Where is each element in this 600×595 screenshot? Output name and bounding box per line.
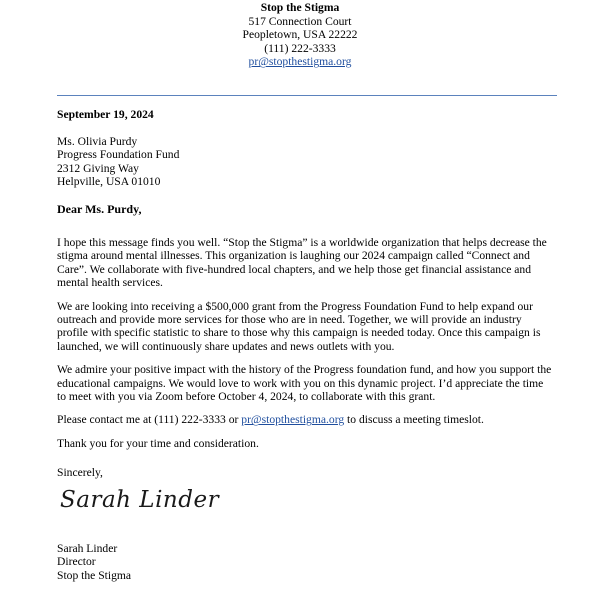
contact-email-link[interactable]: pr@stopthestigma.org: [241, 413, 345, 427]
org-phone: (111) 222-3333: [264, 41, 336, 55]
letter-date: September 19, 2024: [57, 108, 154, 121]
paragraph-thanks: Thank you for your time and consideration.: [57, 436, 259, 450]
letterhead: [0, 0, 600, 69]
paragraph-contact: [57, 413, 552, 426]
signer-organization: Stop the Stigma: [57, 568, 132, 582]
letterhead-divider: [57, 95, 557, 96]
recipient-name: Ms. Olivia Purdy: [57, 135, 138, 148]
letter-body: [57, 236, 552, 460]
recipient-city: Helpville, USA 01010: [57, 175, 161, 189]
paragraph-meeting-request: We admire your positive impact with the history of the Progress foundation fund, and how you support the educational campaigns. We would love to work with you on this dynamic project. I’d appreciate the time to meet with you via Zoom before October 4, 2024, to collaborate with this grant.: [57, 363, 552, 404]
contact-text-prefix: Please contact me at (111) 222-3333 or: [57, 413, 242, 427]
handwritten-signature: [60, 487, 220, 513]
recipient-street: 2312 Giving Way: [57, 161, 139, 175]
org-email-link[interactable]: pr@stopthestigma.org: [248, 55, 352, 69]
org-address-line2: Peopletown, USA 22222: [242, 28, 358, 42]
closing: Sincerely,: [57, 466, 103, 479]
contact-text-suffix: to discuss a meeting timeslot.: [344, 413, 484, 427]
paragraph-grant-request: We are looking into receiving a $500,000 grant from the Progress Foundation Fund to help expand our outreach and provide more services for those who are in need. Together, we will provide an industry profile with specific statistic to share to those why this campaign is needed today. Once this campaign is launched, we will continuously share updates and news outlets with you.: [57, 299, 541, 353]
recipient-organization: Progress Foundation Fund: [57, 148, 180, 162]
signer-title: Director: [57, 555, 96, 569]
signer-block: [57, 542, 131, 582]
salutation: Dear Ms. Purdy,: [57, 202, 142, 216]
org-name: Stop the Stigma: [260, 1, 340, 14]
org-address-line1: 517 Connection Court: [248, 14, 352, 28]
signer-name: Sarah Linder: [57, 542, 118, 555]
paragraph-intro: I hope this message finds you well. “Stop the Stigma” is a worldwide organization that helps decrease the stigma around mental illnesses. This organization is laughing our 2024 campaign called “Connect and Care”. We collaborate with five-hundred local chapters, and we help those get financial assistance and mental health services.: [57, 236, 547, 290]
signature-script: Sarah Linder: [60, 487, 220, 513]
recipient-address: [57, 135, 179, 189]
